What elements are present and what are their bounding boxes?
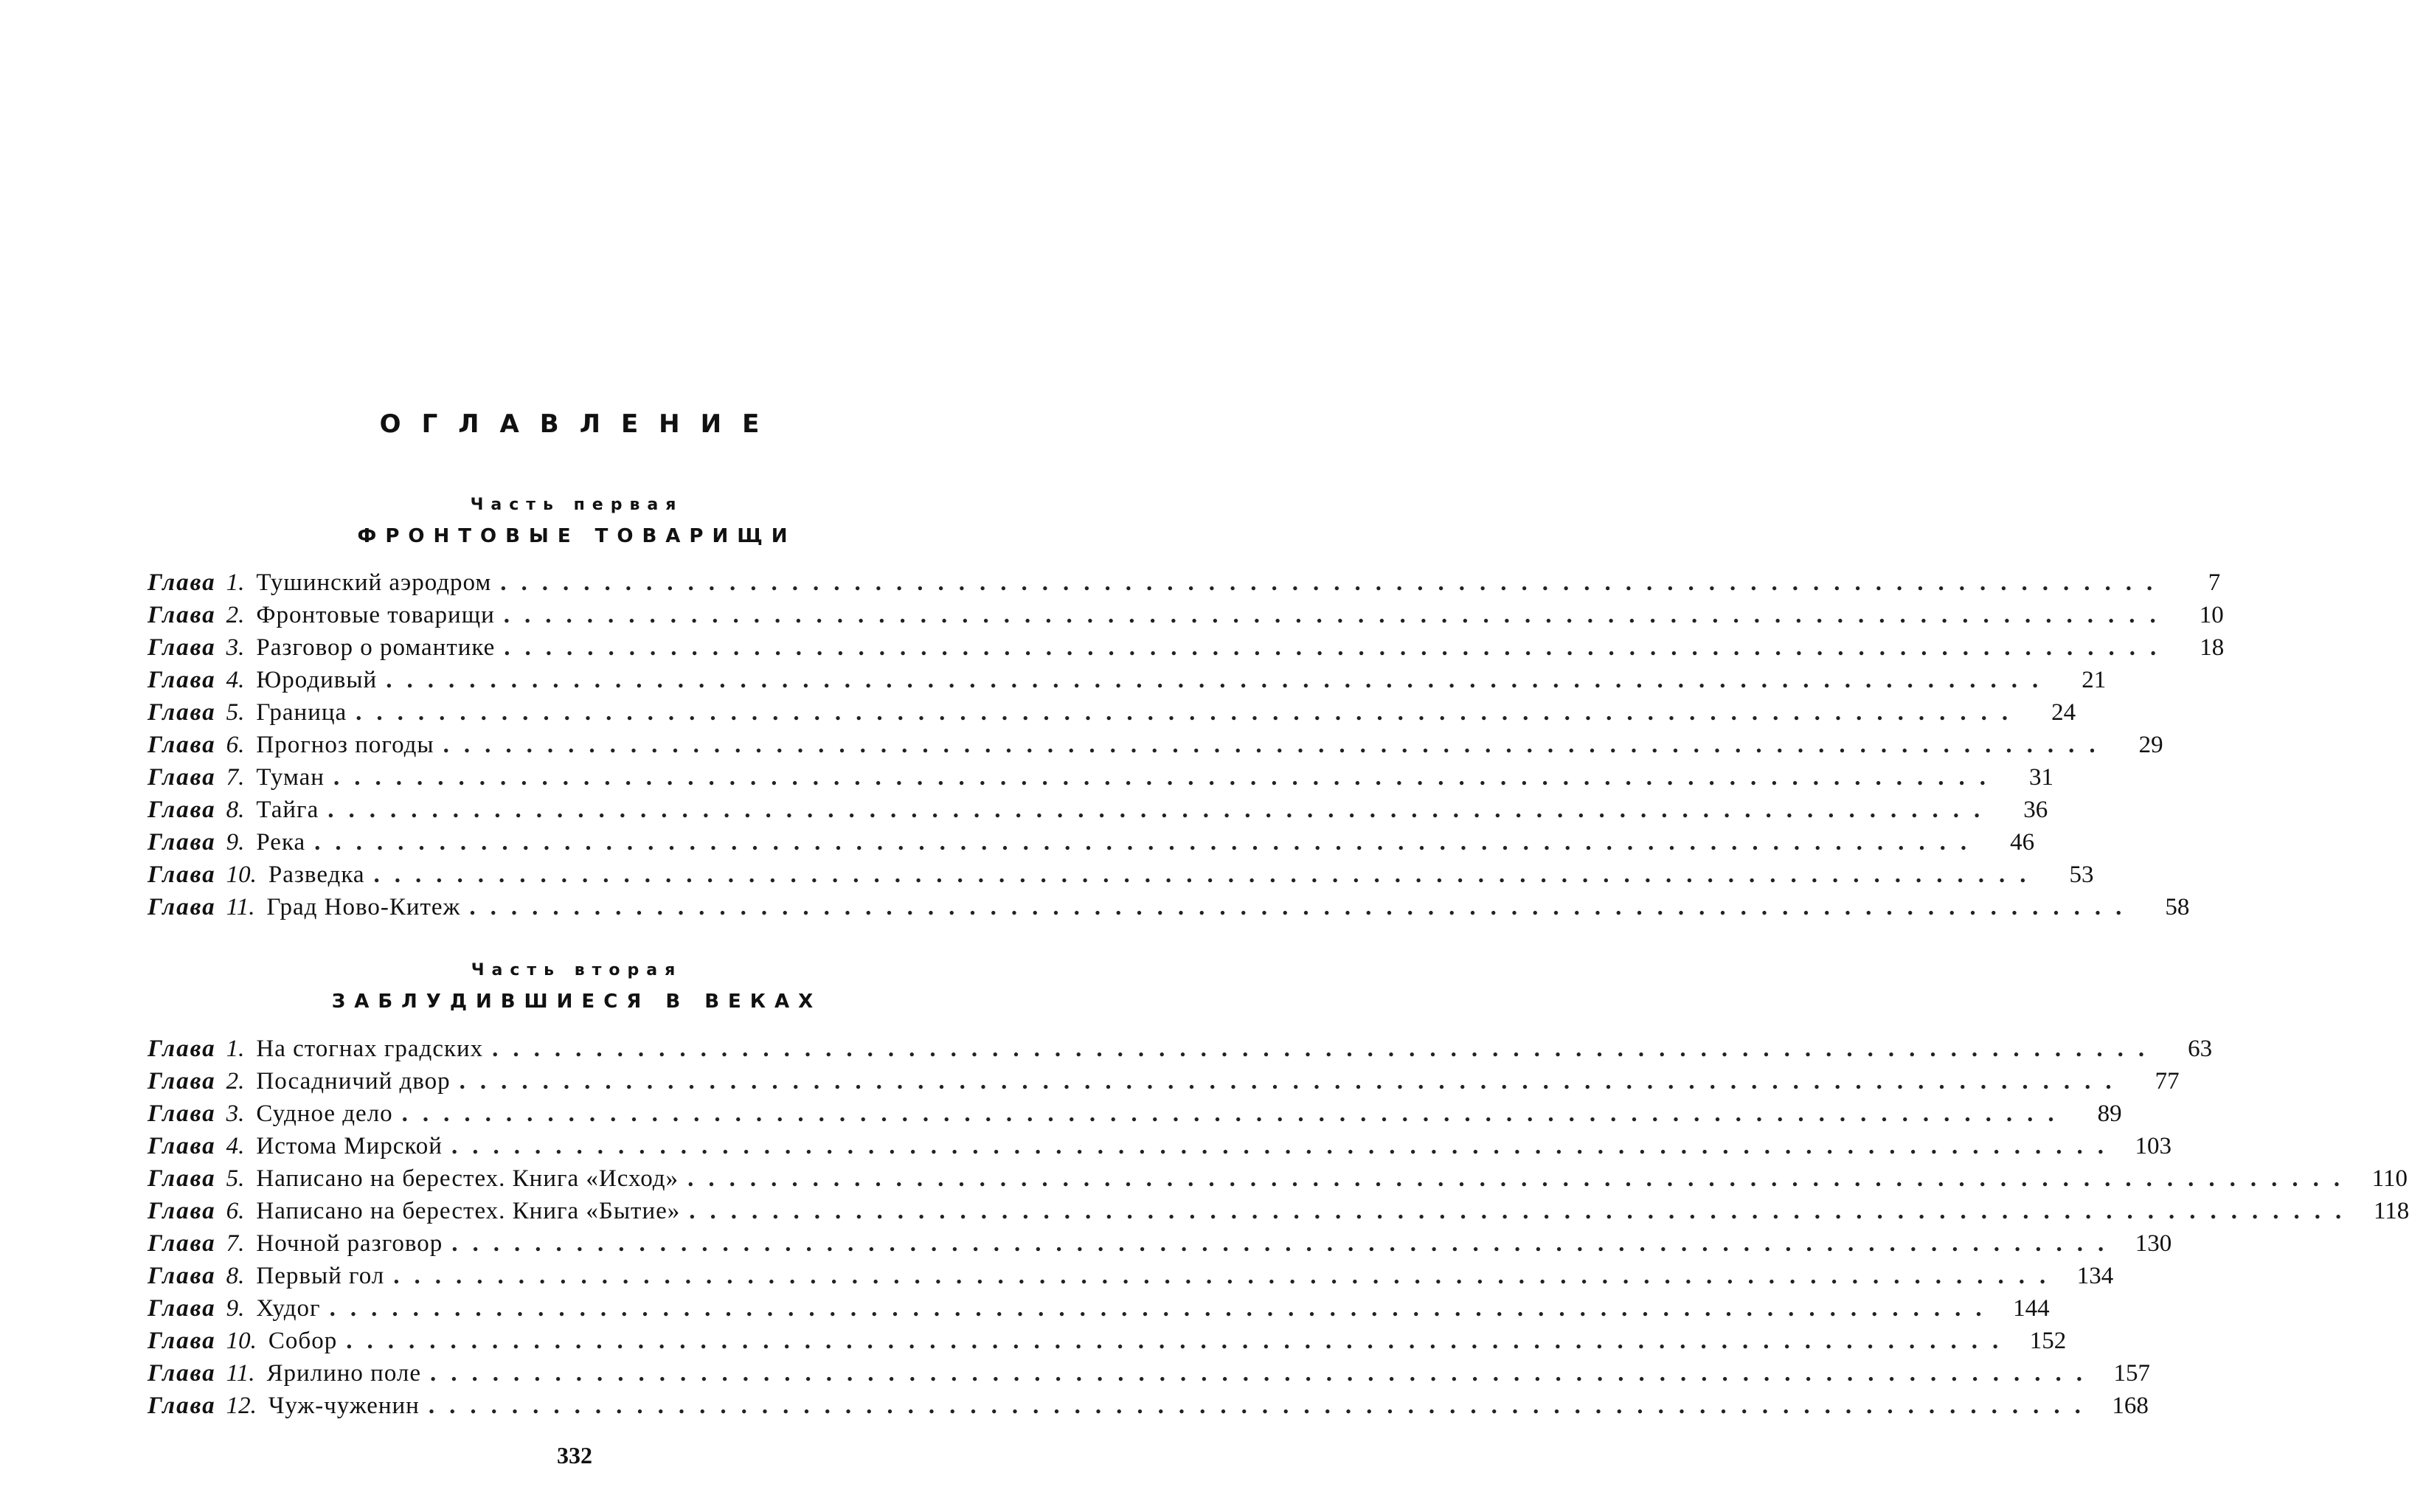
chapter-word: Глава bbox=[148, 699, 216, 726]
toc-entry bbox=[148, 631, 2225, 664]
chapter-page-number: 10 bbox=[2199, 602, 2224, 628]
toc-entry bbox=[148, 859, 2094, 891]
chapter-number: 6. bbox=[226, 732, 245, 758]
part-2-title: ЗАБЛУДИВШИЕСЯ В ВЕКАХ bbox=[331, 991, 822, 1013]
chapter-page-number: 168 bbox=[2112, 1393, 2149, 1419]
dot-leader: ................................................................................ bbox=[373, 861, 2041, 888]
chapter-title: Разговор о романтике bbox=[256, 634, 496, 661]
toc-entry bbox=[148, 1292, 2050, 1325]
chapter-title: Тушинский аэродром bbox=[256, 569, 492, 596]
chapter-page-number: 63 bbox=[2188, 1036, 2213, 1062]
toc-entry bbox=[148, 1065, 2180, 1097]
chapter-page-number: 36 bbox=[2023, 797, 2048, 823]
chapter-page-number: 7 bbox=[2208, 569, 2221, 596]
chapter-title: Написано на берестех. Книга «Исход» bbox=[256, 1165, 679, 1192]
toc-entry bbox=[148, 1162, 2408, 1195]
chapter-title: Написано на берестех. Книга «Бытие» bbox=[256, 1198, 681, 1224]
toc-entry bbox=[148, 1033, 2213, 1065]
toc-entry bbox=[148, 729, 2163, 761]
chapter-number: 1. bbox=[226, 1036, 245, 1062]
chapter-word: Глава bbox=[148, 1360, 216, 1387]
dot-leader: ................................................................................ bbox=[401, 1100, 2069, 1127]
chapter-title: Разведка bbox=[268, 861, 365, 888]
page-title: ОГЛАВЛЕНИЕ bbox=[379, 409, 780, 439]
toc-entry bbox=[148, 1260, 2114, 1292]
part-1-title: ФРОНТОВЫЕ ТОВАРИЩИ bbox=[357, 525, 797, 547]
chapter-title: Ночной разговор bbox=[256, 1230, 443, 1257]
chapter-title: Град Ново-Китеж bbox=[266, 894, 461, 920]
dot-leader: ................................................................................ bbox=[346, 1328, 2014, 1354]
toc-entry bbox=[148, 1227, 2172, 1260]
dot-leader: ................................................................................ bbox=[687, 1165, 2355, 1192]
chapter-title: Тайга bbox=[256, 797, 319, 823]
dot-leader: ................................................................................ bbox=[492, 1036, 2160, 1062]
chapter-word: Глава bbox=[148, 1133, 216, 1159]
chapter-word: Глава bbox=[148, 732, 216, 758]
chapter-title: Ярилино поле bbox=[266, 1360, 422, 1387]
dot-leader: ................................................................................ bbox=[500, 569, 2168, 596]
chapter-page-number: 18 bbox=[2200, 634, 2225, 661]
toc-entry bbox=[148, 1195, 2409, 1227]
chapter-page-number: 46 bbox=[2010, 829, 2035, 856]
chapter-word: Глава bbox=[148, 1230, 216, 1257]
dot-leader: ................................................................................ bbox=[333, 764, 2000, 791]
toc-entry bbox=[148, 1357, 2151, 1390]
chapter-title: Истома Мирской bbox=[256, 1133, 443, 1159]
chapter-page-number: 134 bbox=[2076, 1263, 2114, 1289]
toc-entry bbox=[148, 794, 2048, 826]
chapter-page-number: 29 bbox=[2138, 732, 2163, 758]
chapter-number: 7. bbox=[226, 1230, 245, 1257]
dot-leader: ................................................................................ bbox=[393, 1263, 2061, 1289]
chapter-page-number: 31 bbox=[2028, 764, 2053, 791]
chapter-page-number: 130 bbox=[2135, 1230, 2172, 1257]
chapter-page-number: 58 bbox=[2165, 894, 2190, 920]
dot-leader: ................................................................................ bbox=[430, 1360, 2098, 1387]
chapter-number: 4. bbox=[226, 1133, 245, 1159]
dot-leader: ................................................................................ bbox=[329, 1295, 1997, 1322]
chapter-number: 7. bbox=[226, 764, 245, 791]
page-number: 332 bbox=[557, 1442, 592, 1468]
toc-entry bbox=[148, 1390, 2149, 1422]
chapter-number: 12. bbox=[226, 1393, 257, 1419]
chapter-page-number: 118 bbox=[2374, 1198, 2409, 1224]
chapter-page-number: 103 bbox=[2135, 1133, 2171, 1159]
chapter-page-number: 77 bbox=[2155, 1068, 2180, 1095]
dot-leader: ................................................................................ bbox=[386, 667, 2053, 693]
chapter-title: Туман bbox=[256, 764, 325, 791]
chapter-title: Прогноз погоды bbox=[256, 732, 434, 758]
chapter-title: Чуж-чуженин bbox=[268, 1393, 420, 1419]
chapter-title: Фронтовые товарищи bbox=[256, 602, 495, 628]
chapter-title: На стогнах градских bbox=[256, 1036, 484, 1062]
chapter-word: Глава bbox=[148, 1263, 216, 1289]
chapter-number: 11. bbox=[226, 1360, 255, 1387]
chapter-number: 3. bbox=[226, 634, 245, 661]
chapter-number: 8. bbox=[226, 797, 245, 823]
chapter-title: Судное дело bbox=[256, 1100, 393, 1127]
chapter-word: Глава bbox=[148, 1165, 216, 1192]
dot-leader: ................................................................................ bbox=[503, 602, 2171, 628]
chapter-word: Глава bbox=[148, 764, 216, 791]
toc-entry bbox=[148, 761, 2053, 794]
toc-entry bbox=[148, 664, 2107, 696]
chapter-number: 10. bbox=[226, 1328, 257, 1354]
chapter-number: 5. bbox=[226, 699, 245, 726]
chapter-word: Глава bbox=[148, 634, 216, 661]
chapter-number: 9. bbox=[226, 1295, 245, 1322]
dot-leader: ................................................................................ bbox=[428, 1393, 2096, 1419]
chapter-word: Глава bbox=[148, 1198, 216, 1224]
dot-leader: ................................................................................ bbox=[451, 1230, 2119, 1257]
dot-leader: ................................................................................ bbox=[469, 894, 2137, 920]
toc-entry bbox=[148, 696, 2076, 729]
dot-leader: ................................................................................ bbox=[356, 699, 2023, 726]
chapter-title: Посадничий двор bbox=[256, 1068, 451, 1095]
chapter-word: Глава bbox=[148, 1393, 216, 1419]
chapter-title: Река bbox=[256, 829, 306, 856]
chapter-word: Глава bbox=[148, 1036, 216, 1062]
dot-leader: ................................................................................ bbox=[443, 732, 2110, 758]
chapter-word: Глава bbox=[148, 1295, 216, 1322]
toc-entry bbox=[148, 1097, 2122, 1130]
dot-leader: ................................................................................ bbox=[504, 634, 2171, 661]
chapter-page-number: 157 bbox=[2113, 1360, 2151, 1387]
chapter-title: Собор bbox=[268, 1328, 338, 1354]
toc-entry bbox=[148, 566, 2221, 599]
chapter-word: Глава bbox=[148, 667, 216, 693]
dot-leader: ................................................................................ bbox=[459, 1068, 2126, 1095]
chapter-number: 2. bbox=[226, 602, 245, 628]
dot-leader: ................................................................................ bbox=[327, 797, 1995, 823]
chapter-page-number: 53 bbox=[2069, 861, 2094, 888]
dot-leader: ................................................................................ bbox=[314, 829, 1982, 856]
part-2-chapter-list bbox=[148, 1033, 2409, 1422]
part-1-chapter-list bbox=[148, 566, 2225, 923]
chapter-number: 1. bbox=[226, 569, 245, 596]
part-1-label: Часть первая bbox=[470, 496, 684, 514]
toc-entry bbox=[148, 1325, 2067, 1357]
chapter-word: Глава bbox=[148, 861, 216, 888]
chapter-page-number: 152 bbox=[2029, 1328, 2067, 1354]
chapter-number: 10. bbox=[226, 861, 257, 888]
chapter-page-number: 89 bbox=[2097, 1100, 2122, 1127]
part-2-label: Часть вторая bbox=[471, 961, 683, 979]
chapter-page-number: 21 bbox=[2082, 667, 2107, 693]
chapter-page-number: 24 bbox=[2051, 699, 2076, 726]
chapter-word: Глава bbox=[148, 1068, 216, 1095]
toc-entry bbox=[148, 1130, 2171, 1162]
chapter-title: Худог bbox=[256, 1295, 321, 1322]
chapter-number: 6. bbox=[226, 1198, 245, 1224]
chapter-number: 3. bbox=[226, 1100, 245, 1127]
chapter-title: Первый гол bbox=[256, 1263, 385, 1289]
dot-leader: ................................................................................ bbox=[689, 1198, 2357, 1224]
chapter-page-number: 110 bbox=[2371, 1165, 2408, 1192]
chapter-number: 9. bbox=[226, 829, 245, 856]
chapter-number: 11. bbox=[226, 894, 255, 920]
chapter-word: Глава bbox=[148, 569, 216, 596]
toc-entry bbox=[148, 599, 2224, 631]
chapter-number: 5. bbox=[226, 1165, 245, 1192]
chapter-number: 4. bbox=[226, 667, 245, 693]
chapter-word: Глава bbox=[148, 1100, 216, 1127]
chapter-page-number: 144 bbox=[2013, 1295, 2050, 1322]
chapter-number: 8. bbox=[226, 1263, 245, 1289]
chapter-word: Глава bbox=[148, 797, 216, 823]
chapter-word: Глава bbox=[148, 1328, 216, 1354]
dot-leader: ................................................................................ bbox=[451, 1133, 2118, 1159]
chapter-word: Глава bbox=[148, 829, 216, 856]
toc-entry bbox=[148, 891, 2190, 923]
chapter-title: Граница bbox=[256, 699, 347, 726]
toc-entry bbox=[148, 826, 2035, 859]
chapter-number: 2. bbox=[226, 1068, 245, 1095]
chapter-word: Глава bbox=[148, 602, 216, 628]
chapter-word: Глава bbox=[148, 894, 216, 920]
chapter-title: Юродивый bbox=[256, 667, 378, 693]
